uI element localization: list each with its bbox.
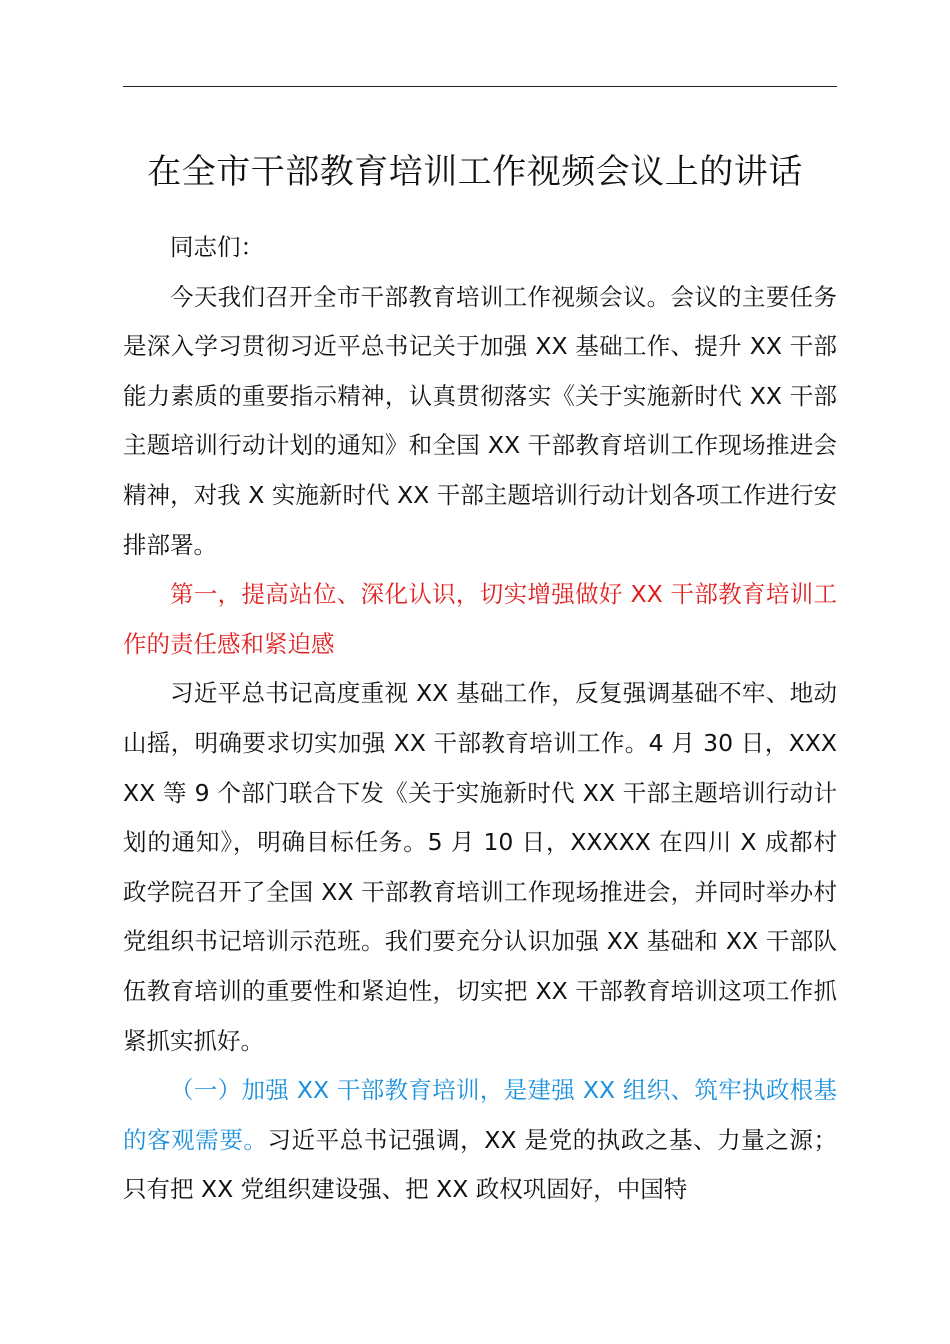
subsection-1-text: 习近平总书记强调，XX 是党的执政之基、力量之源；只有把 XX 党组织建设强、把 XX 政权巩固好，中国特 — [123, 1125, 837, 1204]
header-rule — [123, 86, 837, 87]
document-body — [123, 223, 837, 1215]
intro-paragraph: 今天我们召开全市干部教育培训工作视频会议。会议的主要任务是深入学习贯彻习近平总书记关于加强 XX 基础工作、提升 XX 干部能力素质的重要指示精神，认真贯彻落实《关于实施新时代 XX 干部主题培训行动计划的通知》和全国 XX 干部教育培训工作现场推进会精神，对我 X 实施新时代 XX 干部主题培训行动计划各项工作进行安排部署。 — [123, 282, 837, 559]
section-1-paragraph: 习近平总书记高度重视 XX 基础工作，反复强调基础不牢、地动山摇，明确要求切实加强 XX 干部教育培训工作。4 月 30 日，XXXXX 等 9 个部门联合下发《关于实施新时代 XX 干部主题培训行动计划的通知》，明确目标任务。5 月 10 日，XXXXX 在四川 X 成都村政学院召开了全国 XX 干部教育培训工作现场推进会，并同时举办村党组织书记培训示范班。我们要充分认识加强 XX 基础和 XX 干部队伍教育培训的重要性和紧迫性，切实把 XX 干部教育培训这项工作抓紧抓实抓好。 — [123, 679, 837, 1055]
page-title: 在全市干部教育培训工作视频会议上的讲话 — [147, 152, 803, 192]
section-heading-1: 第一，提高站位、深化认识，切实增强做好 XX 干部教育培训工作的责任感和紧迫感 — [123, 580, 837, 658]
subsection-heading-1: （一）加强 XX 干部教育培训，是建强 XX 组织、筑牢执政根基的客观需要。 — [123, 1076, 837, 1154]
salutation: 同志们： — [170, 233, 264, 261]
subsection-1-paragraph — [123, 1066, 837, 1215]
